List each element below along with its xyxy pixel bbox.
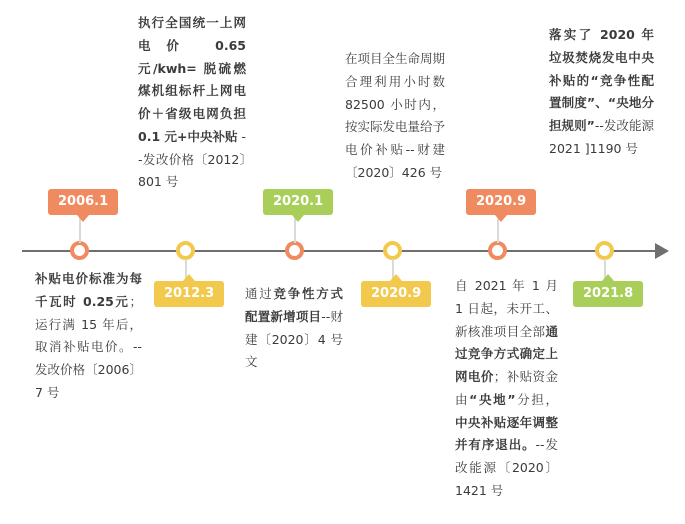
event-text-2021-8-bold: 落实了 2020 年垃圾焚烧发电中央补贴的“竞争性配置制度”、“央地分担规则” [549,27,654,133]
date-chip-label: 2020.9 [371,286,422,301]
event-text-2020-9b-bold3: 中央补贴逐年调整并有序退出。 [455,414,558,453]
chip-tail [77,215,89,222]
event-text-2020-1 [245,283,343,374]
date-chip-label: 2006.1 [58,194,109,209]
timeline-node-2020-9a[interactable] [383,241,402,260]
date-chip-label: 2012.3 [164,286,215,301]
date-chip-2020-9a[interactable] [361,281,431,307]
event-text-2012-3-bold: 执行全国统一上网电价 0.65 元/kwh= 脱硫燃煤机组标杆上网电价＋省级电网负担 0.1 元+中央补贴 [138,15,246,144]
date-chip-label: 2020.9 [476,194,527,209]
event-text-2020-9a [345,48,445,185]
event-text-2006-1 [35,268,142,405]
event-text-2020-9b-mid2: 分担， [515,391,558,407]
date-chip-2020-9b[interactable] [466,189,536,215]
chip-tail [292,215,304,222]
event-text-2020-9b-pre: 自 2021 年 1 月 1 日起，未开工、新核准项目全部 [455,278,558,339]
timeline-node-2020-1[interactable] [285,241,304,260]
date-chip-label: 2020.1 [273,194,324,209]
event-text-2012-3 [138,12,246,194]
event-text-2020-9b-bold2: “央地” [469,391,516,407]
date-chip-label: 2021.8 [583,286,634,301]
timeline-axis [22,250,662,252]
date-chip-2021-8[interactable] [573,281,643,307]
timeline-node-2006-1[interactable] [70,241,89,260]
chip-tail [495,215,507,222]
event-text-2020-9b-bold1: 通过竞争方式确定上网电价 [455,323,558,384]
event-text-2020-9b [455,275,558,503]
timeline-node-2012-3[interactable] [176,241,195,260]
timeline-node-2021-8[interactable] [595,241,614,260]
event-text-2006-1-bold2: 元 [113,293,130,309]
event-text-2006-1-rest: ；运行满 15 年后，取消补贴电价。--发改价格〔2006〕7 号 [35,293,142,400]
event-text-2020-1-bold: 竞争性方式配置新增项目 [245,286,343,324]
event-text-2012-3-rest: --发改价格〔2012〕801 号 [138,128,246,190]
date-chip-2020-1[interactable] [263,189,333,215]
timeline-node-2020-9b[interactable] [488,241,507,260]
event-text-2020-9a-body: 在项目全生命周期合理利用小时数 82500 小时内，按实际发电量给予电价补贴--财建〔2020〕426 号 [345,51,446,180]
event-text-2021-8 [549,24,654,161]
event-text-2020-9b-mid: ；补贴资金由 [455,369,558,407]
event-text-2020-1-pre: 通过 [245,286,274,301]
date-chip-2006-1[interactable] [48,189,118,215]
chip-tail [390,274,402,281]
chip-tail [183,274,195,281]
timeline-axis-arrow [655,243,669,259]
event-text-2020-1-rest: --财建〔2020〕4 号文 [245,308,343,370]
event-text-2021-8-rest: --发改能源 2021 ]1190 号 [549,118,654,156]
chip-tail [602,274,614,281]
date-chip-2012-3[interactable] [154,281,224,307]
event-text-2020-9b-rest: --发改能源〔2020〕1421 号 [455,437,558,498]
event-text-2006-1-bold: 补贴电价标准为每千瓦时 0.25 [35,271,142,309]
